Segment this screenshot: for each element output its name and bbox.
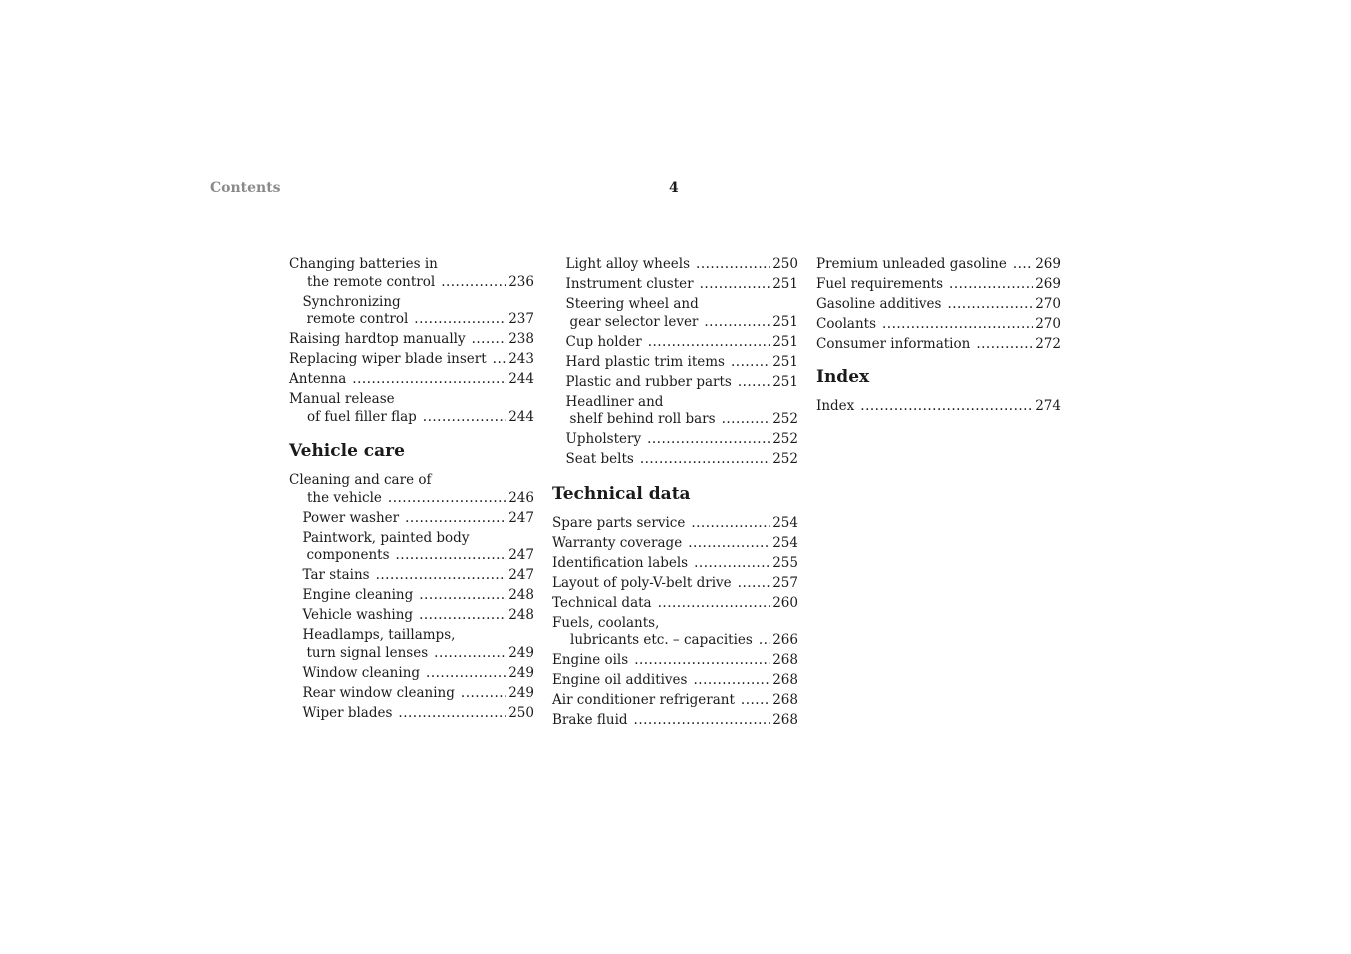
toc-entry <box>552 394 798 429</box>
toc-entry-title: turn signal lenses <box>306 644 429 661</box>
dot-leader <box>423 409 506 427</box>
toc-entry-page: 250 <box>772 256 798 272</box>
toc-entry <box>552 431 798 449</box>
dot-leader <box>731 354 770 372</box>
toc-entry-title: Headliner and <box>565 393 664 410</box>
section-heading-index: Index <box>816 366 870 387</box>
toc-entry <box>552 692 798 710</box>
toc-entry-line-final <box>552 555 798 573</box>
toc-entry-line <box>303 627 535 645</box>
toc-entry-title: Seat belts <box>565 451 634 467</box>
toc-entry-line-final <box>552 692 798 710</box>
toc-entry-title: Raising hardtop manually <box>289 331 466 347</box>
contents-column-1 <box>289 256 534 725</box>
toc-entry <box>552 334 798 352</box>
toc-entry <box>552 451 798 469</box>
toc-entry <box>289 371 534 389</box>
toc-entry-title: Rear window cleaning <box>302 684 455 701</box>
toc-entry-page: 252 <box>772 411 798 427</box>
toc-entry-line <box>289 391 534 409</box>
toc-entry-line-final <box>552 595 798 613</box>
toc-entry-page: 248 <box>508 607 534 623</box>
toc-entry-line-final <box>289 409 534 427</box>
toc-entry-line-final <box>566 314 799 332</box>
toc-entry-page: 238 <box>508 331 534 347</box>
toc-entry-page: 246 <box>508 489 534 506</box>
toc-entry-line-final <box>816 256 1061 274</box>
toc-entry <box>289 567 534 585</box>
dot-leader <box>738 575 771 593</box>
toc-entry-line <box>566 394 799 412</box>
toc-entry-title: remote control <box>306 311 409 327</box>
toc-entry-page: 270 <box>1035 296 1061 312</box>
toc-entry-page: 251 <box>772 353 798 370</box>
toc-entry-line <box>303 530 535 548</box>
toc-group <box>816 398 1061 416</box>
toc-entry-line-final <box>816 276 1061 294</box>
toc-entry-title: Headlamps, taillamps, <box>302 627 456 643</box>
toc-entry <box>289 530 534 565</box>
toc-entry-title: Coolants <box>816 316 876 332</box>
toc-entry-page: 249 <box>508 664 534 681</box>
toc-entry-line-final <box>289 331 534 349</box>
toc-entry <box>289 627 534 662</box>
toc-entry-line-final <box>566 451 799 469</box>
toc-entry <box>552 256 798 274</box>
dot-leader <box>658 595 771 613</box>
toc-entry-title: Manual release <box>289 391 395 407</box>
running-head: Contents <box>210 180 281 196</box>
toc-entry <box>552 374 798 392</box>
dot-leader <box>691 515 770 533</box>
toc-entry-title: Index <box>816 397 855 414</box>
dot-leader <box>419 587 506 605</box>
toc-entry <box>552 296 798 331</box>
toc-entry-line-final <box>816 316 1061 334</box>
toc-entry-title: Upholstery <box>565 431 642 447</box>
toc-entry-title: Light alloy wheels <box>565 256 691 272</box>
toc-entry-page: 247 <box>508 547 534 563</box>
toc-entry-line-final <box>566 411 799 429</box>
toc-entry-page: 251 <box>772 276 798 292</box>
toc-entry-line <box>552 615 798 633</box>
toc-entry-line-final <box>303 607 535 625</box>
toc-entry-title: Air conditioner refrigerant <box>552 692 735 708</box>
dot-leader <box>700 276 771 294</box>
dot-leader <box>1013 256 1033 274</box>
toc-entry-page: 269 <box>1035 276 1061 292</box>
dot-leader <box>688 535 770 553</box>
toc-entry-title: Replacing wiper blade insert <box>289 351 487 367</box>
toc-entry-line <box>566 296 799 314</box>
toc-entry-page: 268 <box>772 692 798 708</box>
dot-leader <box>722 411 771 429</box>
toc-entry-line <box>303 294 535 312</box>
toc-entry-title: gear selector lever <box>569 313 699 330</box>
toc-entry-title: the remote control <box>307 273 436 290</box>
toc-entry-title: Wiper blades <box>302 704 393 721</box>
toc-entry-title: Premium unleaded gasoline <box>816 256 1007 272</box>
toc-entry-title: Steering wheel and <box>565 296 699 312</box>
dot-leader <box>738 374 770 392</box>
toc-entry-line-final <box>552 652 798 670</box>
toc-entry-page: 248 <box>508 587 534 603</box>
dot-leader <box>647 431 770 449</box>
dot-leader <box>419 607 506 625</box>
toc-entry <box>289 607 534 625</box>
dot-leader <box>461 685 506 703</box>
toc-entry-line-final <box>303 510 535 528</box>
toc-entry <box>552 276 798 294</box>
toc-entry-page: 252 <box>772 451 798 467</box>
toc-entry-title: Gasoline additives <box>816 296 942 312</box>
section-heading-technical-data: Technical data <box>552 483 691 504</box>
toc-entry-line-final <box>552 712 798 730</box>
dot-leader <box>947 296 1033 314</box>
toc-entry <box>816 398 1061 416</box>
toc-group <box>816 256 1061 354</box>
toc-entry-title: Vehicle washing <box>302 607 414 623</box>
toc-entry <box>552 672 798 690</box>
dot-leader <box>396 547 507 565</box>
toc-entry <box>552 575 798 593</box>
toc-entry <box>289 294 534 329</box>
toc-entry-title: Consumer information <box>816 336 971 352</box>
toc-entry-page: 247 <box>508 509 534 526</box>
toc-entry-line-final <box>552 575 798 593</box>
toc-entry-page: 254 <box>772 514 798 531</box>
toc-entry-line-final <box>552 632 798 650</box>
toc-entry-page: 249 <box>508 684 534 701</box>
toc-entry-page: 260 <box>772 594 798 611</box>
toc-entry-line-final <box>289 371 534 389</box>
toc-entry-line-final <box>566 374 799 392</box>
toc-entry-title: Cleaning and care of <box>289 472 432 488</box>
toc-entry-title: the vehicle <box>307 489 382 506</box>
toc-entry-line-final <box>289 351 534 369</box>
toc-entry <box>552 652 798 670</box>
toc-entry-line-final <box>816 296 1061 314</box>
dot-leader <box>696 256 770 274</box>
toc-entry-title: Instrument cluster <box>565 276 694 292</box>
toc-entry-title: Fuels, coolants, <box>552 614 660 631</box>
toc-entry-title: Layout of poly-V-belt drive <box>552 574 732 591</box>
toc-entry-title: Spare parts service <box>552 514 686 531</box>
toc-entry-page: 274 <box>1035 397 1061 414</box>
toc-entry-page: 237 <box>508 311 534 327</box>
toc-entry <box>289 256 534 291</box>
toc-entry <box>289 705 534 723</box>
toc-entry-page: 251 <box>772 333 798 350</box>
toc-entry-title: Window cleaning <box>302 664 421 681</box>
toc-entry <box>552 555 798 573</box>
toc-entry-line-final <box>816 336 1061 354</box>
toc-entry-title: Fuel requirements <box>816 276 944 292</box>
toc-entry-title: lubricants etc. – capacities <box>570 632 753 648</box>
toc-group <box>289 256 534 426</box>
toc-entry <box>552 595 798 613</box>
toc-entry-title: Engine cleaning <box>302 587 414 603</box>
toc-entry-page: 269 <box>1035 256 1061 272</box>
toc-entry-title: Paintwork, painted body <box>302 529 470 546</box>
toc-entry <box>289 331 534 349</box>
toc-entry <box>289 685 534 703</box>
toc-entry-line-final <box>566 276 799 294</box>
dot-leader <box>694 555 770 573</box>
toc-entry-line-final <box>303 587 535 605</box>
dot-leader <box>860 398 1033 416</box>
toc-entry-page: 268 <box>772 652 798 668</box>
toc-group <box>552 256 798 469</box>
toc-entry-page: 244 <box>508 408 534 425</box>
dot-leader <box>493 351 507 369</box>
toc-entry <box>816 276 1061 294</box>
toc-entry-line-final <box>303 645 535 663</box>
toc-entry-page: 255 <box>772 554 798 571</box>
toc-entry-line-final <box>552 672 798 690</box>
toc-entry-page: 266 <box>772 632 798 648</box>
contents-column-2 <box>552 256 798 732</box>
dot-leader <box>882 316 1033 334</box>
toc-entry <box>289 510 534 528</box>
dot-leader <box>398 705 506 723</box>
toc-entry-title: Brake fluid <box>552 712 628 728</box>
dot-leader <box>634 712 771 730</box>
dot-leader <box>640 451 770 469</box>
page-number: 4 <box>669 180 679 196</box>
toc-entry <box>816 316 1061 334</box>
toc-entry-page: 268 <box>772 672 798 688</box>
toc-entry-title: Tar stains <box>302 567 370 583</box>
toc-entry-title: Hard plastic trim items <box>565 353 725 370</box>
toc-entry-title: Antenna <box>289 371 347 387</box>
toc-entry-line-final <box>303 311 535 329</box>
dot-leader <box>472 331 507 349</box>
toc-entry-line <box>289 256 534 274</box>
toc-entry-title: shelf behind roll bars <box>569 411 716 427</box>
toc-entry-page: 236 <box>508 273 534 290</box>
toc-entry-line-final <box>303 547 535 565</box>
toc-entry-line-final <box>289 490 534 508</box>
toc-entry-line-final <box>816 398 1061 416</box>
toc-entry <box>289 351 534 369</box>
toc-group <box>289 472 534 722</box>
toc-entry-title: Cup holder <box>565 333 642 350</box>
toc-entry-line-final <box>552 515 798 533</box>
toc-entry-line-final <box>289 274 534 292</box>
toc-entry-line-final <box>566 334 799 352</box>
toc-entry-title: components <box>306 547 390 563</box>
toc-entry-page: 270 <box>1035 316 1061 332</box>
toc-entry <box>289 587 534 605</box>
toc-entry <box>552 535 798 553</box>
toc-entry-title: Identification labels <box>552 554 689 571</box>
toc-entry-title: Engine oil additives <box>552 672 688 688</box>
toc-entry-page: 272 <box>1035 336 1061 352</box>
toc-entry-title: Warranty coverage <box>552 534 683 551</box>
toc-entry <box>289 665 534 683</box>
dot-leader <box>704 314 770 332</box>
toc-entry-line-final <box>303 567 535 585</box>
toc-entry-page: 251 <box>772 373 798 390</box>
toc-entry-page: 257 <box>772 574 798 591</box>
dot-leader <box>434 645 506 663</box>
toc-entry-line-final <box>566 256 799 274</box>
toc-entry-page: 251 <box>772 313 798 330</box>
dot-leader <box>634 652 770 670</box>
toc-entry-title: of fuel filler flap <box>307 408 417 425</box>
dot-leader <box>388 490 506 508</box>
toc-entry <box>552 712 798 730</box>
toc-entry-page: 244 <box>508 371 534 387</box>
toc-entry-page: 252 <box>772 431 798 447</box>
toc-entry <box>289 391 534 426</box>
toc-entry-page: 250 <box>508 704 534 721</box>
dot-leader <box>441 274 506 292</box>
toc-entry-page: 268 <box>772 712 798 728</box>
dot-leader <box>648 334 771 352</box>
toc-entry-title: Changing batteries in <box>289 256 438 272</box>
dot-leader <box>352 371 506 389</box>
toc-entry-page: 247 <box>508 567 534 583</box>
dot-leader <box>949 276 1033 294</box>
dot-leader <box>376 567 507 585</box>
dot-leader <box>976 336 1033 354</box>
toc-entry <box>289 472 534 507</box>
toc-entry <box>816 296 1061 314</box>
toc-entry <box>552 615 798 650</box>
toc-entry-page: 254 <box>772 534 798 551</box>
toc-entry-title: Technical data <box>552 594 652 611</box>
toc-entry-line-final <box>303 685 535 703</box>
toc-entry <box>552 515 798 533</box>
toc-entry <box>816 256 1061 274</box>
toc-group <box>552 515 798 730</box>
section-heading-vehicle-care: Vehicle care <box>289 441 405 461</box>
dot-leader <box>405 510 506 528</box>
toc-entry <box>552 354 798 372</box>
toc-entry-title: Plastic and rubber parts <box>565 373 732 390</box>
toc-entry-title: Synchronizing <box>302 293 401 310</box>
toc-entry-page: 249 <box>508 644 534 661</box>
toc-entry-line-final <box>303 665 535 683</box>
toc-entry-title: Engine oils <box>552 652 629 668</box>
dot-leader <box>759 632 770 650</box>
toc-entry-line-final <box>566 354 799 372</box>
toc-entry-line-final <box>566 431 799 449</box>
toc-entry-line <box>289 472 534 490</box>
toc-entry-page: 243 <box>508 351 534 367</box>
toc-entry-line-final <box>552 535 798 553</box>
dot-leader <box>426 665 506 683</box>
dot-leader <box>741 692 770 710</box>
toc-entry <box>816 336 1061 354</box>
dot-leader <box>693 672 770 690</box>
toc-entry-title: Power washer <box>302 509 400 526</box>
toc-entry-line-final <box>303 705 535 723</box>
dot-leader <box>414 311 506 329</box>
contents-column-3 <box>816 256 1061 418</box>
